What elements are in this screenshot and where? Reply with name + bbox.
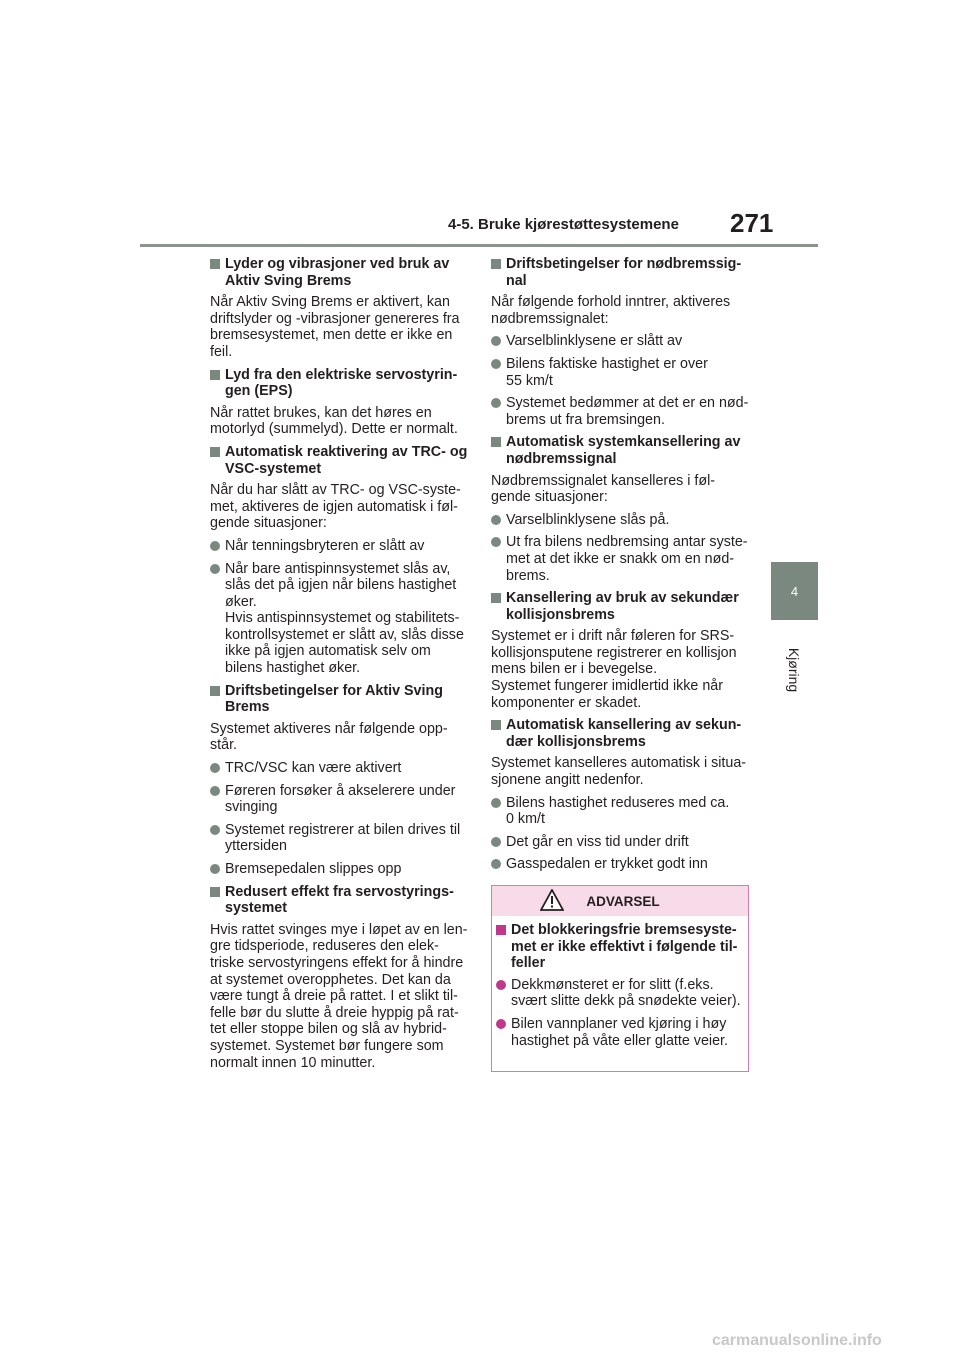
square-bullet-icon <box>491 720 501 730</box>
section-heading <box>496 922 744 972</box>
list-item-text: Ut fra bilens nedbremsing antar syste-met at det ikke er snakk om en nød-brems. <box>506 534 748 584</box>
list-item-text: Gasspedalen er trykket godt inn <box>506 856 708 873</box>
list-item <box>491 795 749 828</box>
round-bullet-icon <box>491 859 501 869</box>
list-item-text: Når bare antispinnsystemet slås av, slås det på igjen når bilens hastighet øker. Hvis antispinnsystemet og stabilitets-kontrollsystemet er slått av, slås disse ikke på igjen automatisk selv om bilens hastighet øker. <box>225 560 464 677</box>
left-column <box>210 256 468 1077</box>
header-section-title: 4-5. Bruke kjørestøttesystemene <box>448 216 679 233</box>
round-bullet-icon <box>210 541 220 551</box>
section-heading <box>210 367 468 400</box>
list-item-text: Systemet registrerer at bilen drives til yttersiden <box>225 821 461 855</box>
list-item-text: Bilens faktiske hastighet er over 55 km/t <box>506 355 708 389</box>
section-heading-text: Automatisk systemkansellering av nødbremssignal <box>506 434 741 467</box>
chapter-number: 4 <box>790 583 799 599</box>
round-bullet-icon <box>491 336 501 346</box>
square-bullet-icon <box>496 925 506 935</box>
paragraph <box>210 482 468 532</box>
list-item <box>210 861 468 878</box>
paragraph <box>210 294 468 360</box>
section-heading <box>491 717 749 750</box>
warning-header <box>492 886 748 916</box>
chapter-title: Kjøring <box>785 647 802 693</box>
paragraph-text: Når rattet brukes, kan det høres en motorlyd (summelyd). Dette er normalt. <box>210 404 458 438</box>
list-item-text: Systemet bedømmer at det er en nød-brems ut fra bremsingen. <box>506 395 749 428</box>
warning-title: ADVARSEL <box>586 893 660 909</box>
section-heading-text: Lyd fra den elektriske servostyrin-gen (EPS) <box>225 366 458 400</box>
round-bullet-icon <box>210 786 220 796</box>
list-item-text: Når tenningsbryteren er slått av <box>225 537 425 554</box>
section-heading-text: Det blokkeringsfrie bremsesyste-met er ikke effektivt i følgende til-feller <box>511 922 738 972</box>
list-item-text: Dekkmønsteret er for slitt (f.eks. svært slitte dekk på snødekte veier). <box>511 976 741 1010</box>
warning-triangle-icon <box>540 889 564 911</box>
list-item <box>491 356 749 389</box>
paragraph-text: Hvis rattet svinges mye i løpet av en len-gre tidsperiode, reduseres den elek-triske servostyringens effekt for å hindre at systemet overopphetes. Det kan da være tungt å dreie på rattet. I et slikt til-felle bør du slutte å dreie hyppig på rat-tet eller stoppe bilen og slå av hybrid-systemet. Systemet bør fungere som normalt innen 10 minutter. <box>210 921 468 1071</box>
chapter-label <box>759 640 829 700</box>
section-heading-text: Automatisk kansellering av sekun-dær kollisjonsbrems <box>506 717 742 750</box>
paragraph <box>491 473 749 506</box>
list-item <box>210 760 468 777</box>
paragraph-text: Systemet er i drift når føleren for SRS-kollisjonsputene registrerer en kollisjon mens bilen er i bevegelse. Systemet fungerer imidlertid ikke når komponenter er skadet. <box>491 628 737 711</box>
warning-box <box>491 885 749 1072</box>
square-bullet-icon <box>210 686 220 696</box>
paragraph-text: Systemet kanselleres automatisk i situa-sjonene angitt nedenfor. <box>491 755 747 789</box>
section-heading <box>210 256 468 289</box>
paragraph <box>210 922 468 1071</box>
list-item-text: TRC/VSC kan være aktivert <box>225 760 402 777</box>
round-bullet-icon <box>210 763 220 773</box>
square-bullet-icon <box>491 259 501 269</box>
section-heading <box>491 256 749 289</box>
list-item <box>491 534 749 584</box>
round-bullet-icon <box>210 825 220 835</box>
section-heading <box>491 590 749 623</box>
round-bullet-icon <box>491 798 501 808</box>
list-item <box>491 395 749 428</box>
list-item <box>496 1016 744 1049</box>
page-number: 271 <box>730 208 774 238</box>
paragraph-text: Nødbremssignalet kanselleres i føl-gende situasjoner: <box>491 472 716 506</box>
paragraph-text: Når Aktiv Sving Brems er aktivert, kan driftslyder og -vibrasjoner genereres fra bremsesystemet, men dette er ikke en feil. <box>210 294 460 360</box>
square-bullet-icon <box>491 593 501 603</box>
section-heading-text: Lyder og vibrasjoner ved bruk av Aktiv Sving Brems <box>225 256 450 289</box>
section-heading-text: Driftsbetingelser for Aktiv Sving Brems <box>225 682 443 716</box>
list-item-text: Bilens hastighet reduseres med ca. 0 km/t <box>506 794 730 828</box>
round-bullet-icon <box>491 837 501 847</box>
paragraph-text: Når du har slått av TRC- og VSC-syste-met, aktiveres de igjen automatisk i føl-gende situasjoner: <box>210 482 461 532</box>
section-heading <box>210 444 468 477</box>
paragraph <box>210 721 468 754</box>
list-item <box>210 561 468 677</box>
section-heading-text: Driftsbetingelser for nødbremssig-nal <box>506 256 742 289</box>
section-heading-text: Redusert effekt fra servostyrings-systemet <box>225 883 454 917</box>
paragraph <box>491 628 749 711</box>
section-heading-text: Automatisk reaktivering av TRC- og VSC-systemet <box>225 443 468 477</box>
round-bullet-icon <box>491 359 501 369</box>
section-heading <box>210 884 468 917</box>
round-bullet-icon <box>496 1019 506 1029</box>
list-item <box>491 512 749 529</box>
round-bullet-icon <box>491 537 501 547</box>
right-column <box>491 256 749 879</box>
warning-body <box>492 916 748 1049</box>
list-item <box>491 856 749 873</box>
paragraph <box>491 294 749 327</box>
paragraph-text: Når følgende forhold inntrer, aktiveres nødbremssignalet: <box>491 294 731 327</box>
header-rule <box>140 244 818 247</box>
section-heading-text: Kansellering av bruk av sekundær kollisjonsbrems <box>506 590 739 623</box>
paragraph <box>210 405 468 438</box>
list-item <box>491 834 749 851</box>
list-item-text: Bremsepedalen slippes opp <box>225 861 402 877</box>
square-bullet-icon <box>210 887 220 897</box>
section-heading <box>210 683 468 716</box>
paragraph-text: Systemet aktiveres når følgende opp-står. <box>210 720 448 754</box>
list-item <box>210 783 468 816</box>
square-bullet-icon <box>491 437 501 447</box>
list-item <box>210 538 468 555</box>
list-item <box>210 822 468 855</box>
list-item-text: Varselblinklysene er slått av <box>506 333 683 350</box>
list-item <box>491 333 749 350</box>
paragraph <box>491 755 749 788</box>
round-bullet-icon <box>491 515 501 525</box>
list-item <box>496 977 744 1010</box>
chapter-tab[interactable] <box>771 562 818 620</box>
watermark: carmanualsonline.info <box>712 1332 882 1349</box>
square-bullet-icon <box>210 447 220 457</box>
list-item-text: Bilen vannplaner ved kjøring i høy hastighet på våte eller glatte veier. <box>511 1015 728 1049</box>
list-item-text: Det går en viss tid under drift <box>506 833 689 850</box>
round-bullet-icon <box>210 564 220 574</box>
round-bullet-icon <box>496 980 506 990</box>
round-bullet-icon <box>491 398 501 408</box>
square-bullet-icon <box>210 259 220 269</box>
square-bullet-icon <box>210 370 220 380</box>
round-bullet-icon <box>210 864 220 874</box>
list-item-text: Varselblinklysene slås på. <box>506 511 670 528</box>
section-heading <box>491 434 749 467</box>
list-item-text: Føreren forsøker å akselerere under svinging <box>225 782 456 816</box>
